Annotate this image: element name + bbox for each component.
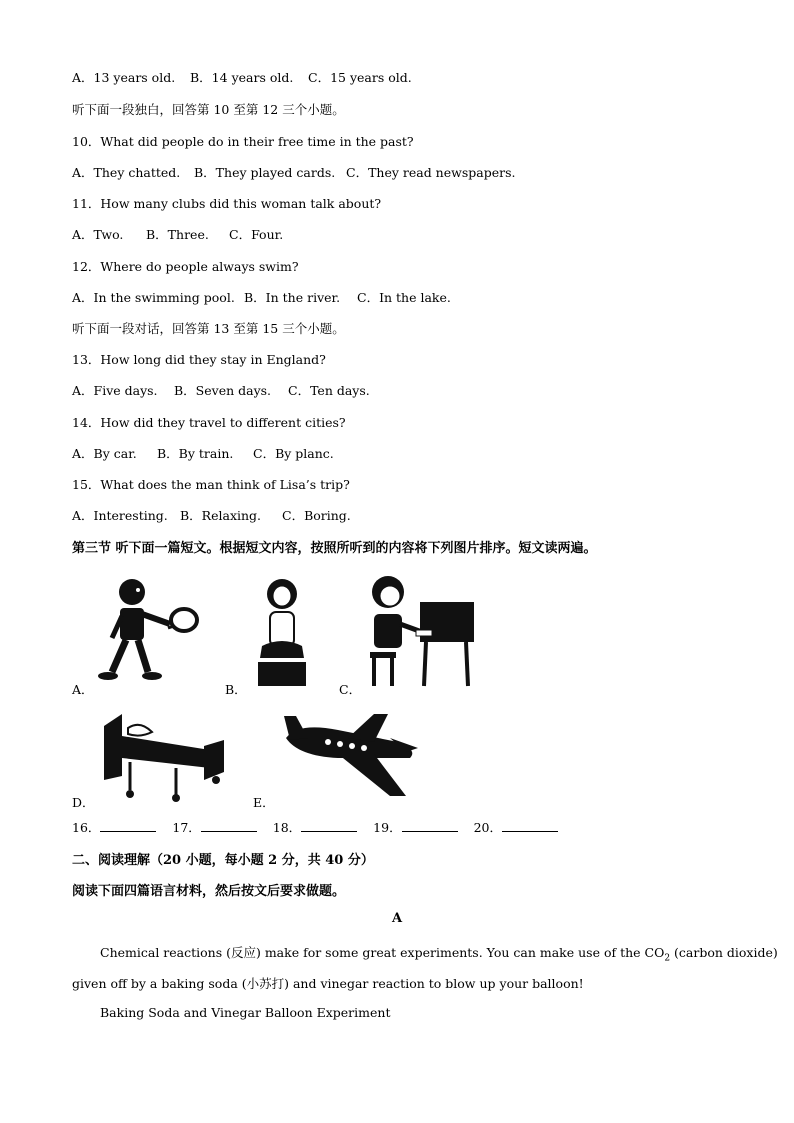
- q14-option-b: B．By train.: [157, 446, 234, 461]
- q14-text: 14．How did they travel to different cities?: [72, 415, 346, 430]
- passage-text-1a: Chemical reactions (反应) make for some great experiments. You can make use of the CO: [100, 945, 665, 960]
- tennis-player-icon: [92, 576, 204, 688]
- blank-label-20: 20．: [473, 820, 502, 835]
- blank-label-17: 17．: [172, 820, 201, 835]
- picture-b-label: B．: [225, 682, 247, 697]
- blank-label-19: 19．: [373, 820, 402, 835]
- picture-c-label: C．: [339, 682, 362, 697]
- q11-option-b: B．Three.: [146, 227, 209, 242]
- q15-option-b: B．Relaxing.: [180, 508, 262, 523]
- q12-text: 12．Where do people always swim?: [72, 259, 299, 274]
- passage-label: A: [391, 911, 403, 926]
- q13-option-a: A．Five days.: [72, 383, 158, 398]
- q9-options: [72, 68, 412, 86]
- answer-blanks: [72, 818, 570, 836]
- passage-text-1b: (carbon dioxide): [670, 945, 778, 960]
- q10-text: 10．What did people do in their free time in the past?: [72, 134, 414, 149]
- meditating-woman-icon: [252, 576, 312, 688]
- answer-blank-17[interactable]: [201, 819, 257, 832]
- part2-title: 二、阅读理解（20 小题，每小题 2 分，共 40 分）: [72, 853, 374, 868]
- bed-icon: [100, 706, 228, 802]
- q14-options: [72, 444, 334, 462]
- picture-e-label: E．: [253, 795, 275, 810]
- blank-label-18: 18．: [272, 820, 302, 835]
- q15-option-c: C．Boring.: [282, 508, 351, 523]
- blank-label-16: 16．: [72, 820, 101, 835]
- instruction-10-12: 听下面一段独白，回答第 10 至第 12 三个小题。: [72, 102, 345, 117]
- part2-instruction: 阅读下面四篇语言材料，然后按文后要求做题。: [72, 884, 346, 899]
- passage-subheading: Baking Soda and Vinegar Balloon Experiment: [100, 1005, 391, 1020]
- picture-d-label: D．: [72, 795, 95, 810]
- q15-text: 15．What does the man think of Lisa’s trip?: [72, 477, 350, 492]
- passage-line-1: [100, 943, 778, 964]
- passage-subscript: 2: [664, 953, 671, 964]
- q13-options: [72, 381, 370, 399]
- q11-text: 11．How many clubs did this woman talk about?: [72, 196, 382, 211]
- q10-option-b: B．They played cards.: [194, 165, 336, 180]
- q12-option-c: C．In the lake.: [357, 290, 451, 305]
- q9-option-c: C．15 years old.: [308, 70, 412, 85]
- q15-options: [72, 506, 351, 524]
- q12-option-b: B．In the river.: [244, 290, 341, 305]
- q11-option-c: C．Four.: [229, 227, 284, 242]
- q10-option-c: C．They read newspapers.: [346, 165, 516, 180]
- q14-option-c: C．By planc.: [253, 446, 334, 461]
- answer-blank-16[interactable]: [100, 819, 156, 832]
- q10-options: [72, 163, 515, 181]
- answer-blank-20[interactable]: [502, 819, 558, 832]
- q12-option-a: A．In the swimming pool.: [72, 290, 235, 305]
- piano-player-icon: [362, 572, 476, 690]
- picture-a-label: A．: [72, 682, 94, 697]
- q13-option-c: C．Ten days.: [288, 383, 370, 398]
- q13-option-b: B．Seven days.: [174, 383, 272, 398]
- passage-line-2: given off by a baking soda (小苏打) and vinegar reaction to blow up your balloon!: [72, 976, 584, 991]
- q12-options: [72, 288, 451, 306]
- q9-option-b: B．14 years old.: [190, 70, 294, 85]
- q14-option-a: A．By car.: [72, 446, 137, 461]
- section3-title: 第三节 听下面一篇短文。根据短文内容，按照所听到的内容将下列图片排序。短文读两遍。: [72, 541, 597, 556]
- q9-option-a: A．13 years old.: [72, 70, 176, 85]
- q11-option-a: A．Two.: [72, 227, 124, 242]
- q15-option-a: A．Interesting.: [72, 508, 168, 523]
- q13-text: 13．How long did they stay in England?: [72, 352, 326, 367]
- answer-blank-18[interactable]: [301, 819, 357, 832]
- q10-option-a: A．They chatted.: [72, 165, 181, 180]
- instruction-13-15: 听下面一段对话，回答第 13 至第 15 三个小题。: [72, 321, 345, 336]
- airplane-icon: [278, 708, 422, 800]
- answer-blank-19[interactable]: [402, 819, 458, 832]
- q11-options: [72, 225, 283, 243]
